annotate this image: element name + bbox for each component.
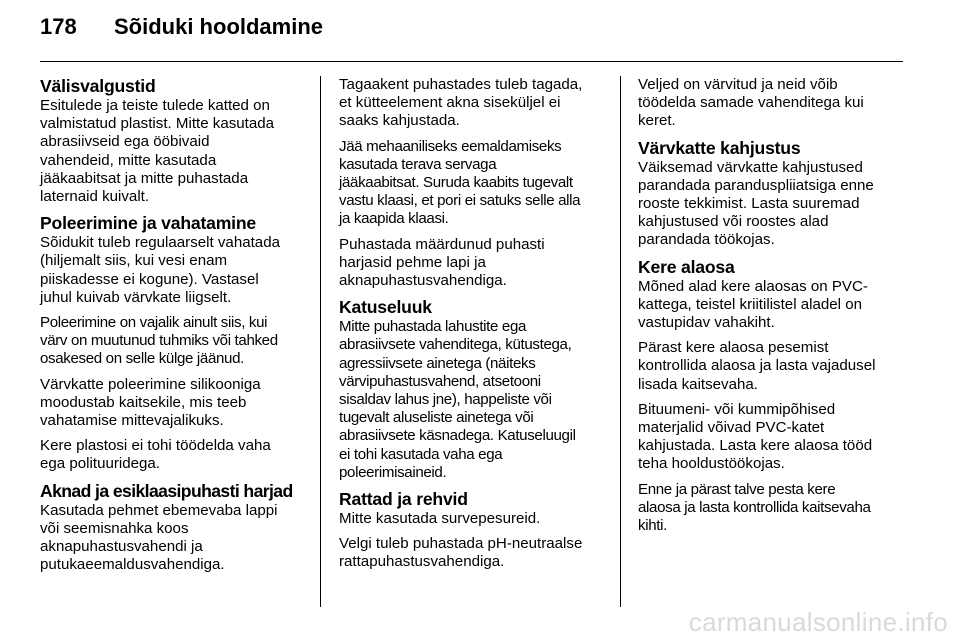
text-line: sisaldav lahus jne), happeliste või <box>339 391 552 409</box>
text-line: kattega, teistel kriitilistel aladel on <box>638 295 863 313</box>
text-line: Tagaakent puhastades tuleb tagada, <box>339 76 583 93</box>
section-heading: Katuseluuk <box>339 297 432 318</box>
section-rattad <box>339 489 609 572</box>
text-line: Mõned alad kere alaosas on PVC- <box>638 277 868 295</box>
text-line: Mitte puhastada lahustite ega <box>339 318 527 336</box>
section-heading: Rattad ja rehvid <box>339 489 468 510</box>
text-line: Jää mehaaniliseks eemaldamiseks <box>339 137 562 155</box>
paragraph <box>339 318 609 482</box>
text-line: rattapuhastusvahendiga. <box>339 553 505 571</box>
text-line: valmistatud plastist. Mitte kasutada <box>40 115 275 133</box>
text-line: Värvkatte poleerimine silikooniga <box>40 375 261 393</box>
text-line: parandada töökojas. <box>638 231 775 249</box>
section-poleerimine <box>40 213 310 473</box>
section-heading: Aknad ja esiklaasipuhasti harjad <box>40 480 293 501</box>
section-aknad <box>40 481 310 575</box>
text-line: alaosa ja lasta kontrollida kaitsevaha <box>638 498 871 516</box>
text-line: Kasutada pehmet ebemevaba lappi <box>40 501 278 519</box>
text-line: Veljed on värvitud ja neid võib <box>638 76 838 93</box>
text-line: kahjustada. Lasta kere alaosa tööd <box>638 437 873 455</box>
text-line: ja kaapida klaasi. <box>339 210 449 228</box>
paragraph <box>339 138 609 229</box>
section-varvkate <box>638 138 908 250</box>
section-kere-alaosa <box>638 257 908 536</box>
text-line: materjalid võivad PVC-katet <box>638 419 825 437</box>
section-heading: Värvkatte kahjustus <box>638 137 801 158</box>
section-valisvalgustid <box>40 76 310 206</box>
text-line: Poleerimine on vajalik ainult siis, kui <box>40 314 268 332</box>
paragraph <box>40 376 310 431</box>
text-column-3 <box>638 76 908 535</box>
paragraph <box>339 535 609 571</box>
header-rule <box>40 61 903 62</box>
paragraph <box>40 314 310 369</box>
text-line: kontrollida alaosa ja lasta vajadusel <box>638 357 876 375</box>
text-line: piiskadesse ei kogune). Vastasel <box>40 270 259 288</box>
text-line: poleerimisaineid. <box>339 463 447 481</box>
text-column-1 <box>40 76 310 574</box>
text-line: juhul kuivab värvkate liigselt. <box>40 288 232 306</box>
text-line: jääkaabitsat. Suruda kaabits tugevalt <box>339 174 573 192</box>
paragraph <box>638 278 908 333</box>
paragraph <box>339 76 609 131</box>
text-line: värvipuhastusvahend, atsetooni <box>339 372 541 390</box>
text-line: vahendeid, mitte kasutada <box>40 151 217 169</box>
text-line: et kütteelement akna siseküljel ei <box>339 94 561 112</box>
section-heading: Poleerimine ja vahatamine <box>40 213 256 234</box>
text-line: Väiksemad värvkatte kahjustused <box>638 158 863 176</box>
text-line: aknapuhastusvahendiga. <box>339 272 507 290</box>
text-line: kasutada terava servaga <box>339 155 497 173</box>
text-line: kahjustused või roostes alad <box>638 213 829 231</box>
text-line: putukaeemaldusvahendiga. <box>40 556 225 574</box>
paragraph <box>40 234 310 307</box>
text-line: osakesed on selle külge jäänud. <box>40 350 244 368</box>
text-line: Enne ja pärast talve pesta kere <box>638 480 836 498</box>
section-heading: Kere alaosa <box>638 256 735 277</box>
page-header <box>40 14 323 52</box>
page-title: Sõiduki hooldamine <box>114 14 324 39</box>
text-line: Pärast kere alaosa pesemist <box>638 339 829 357</box>
paragraph <box>339 236 609 291</box>
text-line: vahatamise mittevajalikuks. <box>40 412 224 430</box>
text-line: abrasiivsete vahenditega, kütustega, <box>339 336 572 354</box>
text-line: ei tohi kasutada vaha ega <box>339 445 503 463</box>
column-divider <box>620 76 621 607</box>
text-line: Esitulede ja teiste tulede katted on <box>40 97 270 114</box>
text-line: moodustab kaitsekile, mis teeb <box>40 393 247 411</box>
text-line: Mitte kasutada survepesureid. <box>339 510 541 528</box>
text-line: teha hooldustöökojas. <box>638 455 785 473</box>
text-line: parandada paranduspliiatsiga enne <box>638 176 874 194</box>
text-line: rooste tekkimist. Lasta suuremad <box>638 195 860 213</box>
watermark: carmanualsonline.info <box>688 607 948 637</box>
text-line: laternaid kuivalt. <box>40 188 150 206</box>
text-line: töödelda samade vahenditega kui <box>638 94 864 112</box>
text-line: agressiivsete ainetega (näiteks <box>339 354 536 372</box>
paragraph <box>638 76 908 131</box>
text-line: aknapuhastusvahendi ja <box>40 538 203 556</box>
text-line: lisada kaitsevaha. <box>638 375 758 393</box>
section-continued <box>638 76 908 131</box>
text-line: Puhastada määrdunud puhasti <box>339 235 545 253</box>
paragraph <box>638 401 908 474</box>
text-line: kihti. <box>638 517 667 535</box>
text-line: Velgi tuleb puhastada pH-neutraalse <box>339 535 583 553</box>
text-line: Kere plastosi ei tohi töödelda vaha <box>40 437 271 455</box>
section-katuseluuk <box>339 297 609 482</box>
paragraph <box>638 159 908 250</box>
text-line: Sõidukit tuleb regulaarselt vahatada <box>40 234 280 252</box>
paragraph <box>40 502 310 575</box>
text-line: vastupidav vahakiht. <box>638 314 775 332</box>
section-heading: Välisvalgustid <box>40 76 156 96</box>
text-line: harjasid pehme lapi ja <box>339 253 486 271</box>
text-line: saaks kahjustada. <box>339 112 460 130</box>
text-line: abrasiivsete käsnadega. Katuseluugil <box>339 427 576 445</box>
text-line: Bituumeni- või kummipõhised <box>638 400 836 418</box>
text-line: värv on muutunud tuhmiks või tahked <box>40 332 278 350</box>
text-line: tugevalt aluseliste ainetega või <box>339 409 534 427</box>
paragraph <box>638 339 908 394</box>
text-line: (hiljemalt siis, kui vesi enam <box>40 252 228 270</box>
paragraph <box>638 481 908 536</box>
section-continued <box>339 76 609 290</box>
text-line: vastu klaasi, et pori ei satuks selle alla <box>339 192 581 210</box>
text-column-2 <box>339 76 609 572</box>
text-line: jääkaabitsat ja mitte puhastada <box>40 169 249 187</box>
text-line: keret. <box>638 112 676 130</box>
text-line: abrasiivseid ega ööbivaid <box>40 133 210 151</box>
paragraph <box>40 437 310 473</box>
column-divider <box>320 76 321 607</box>
text-line: ega polituuridega. <box>40 455 161 473</box>
paragraph <box>40 97 310 206</box>
paragraph <box>339 510 609 528</box>
page-number: 178 <box>40 14 77 39</box>
text-line: või seemisnahka koos <box>40 519 189 537</box>
